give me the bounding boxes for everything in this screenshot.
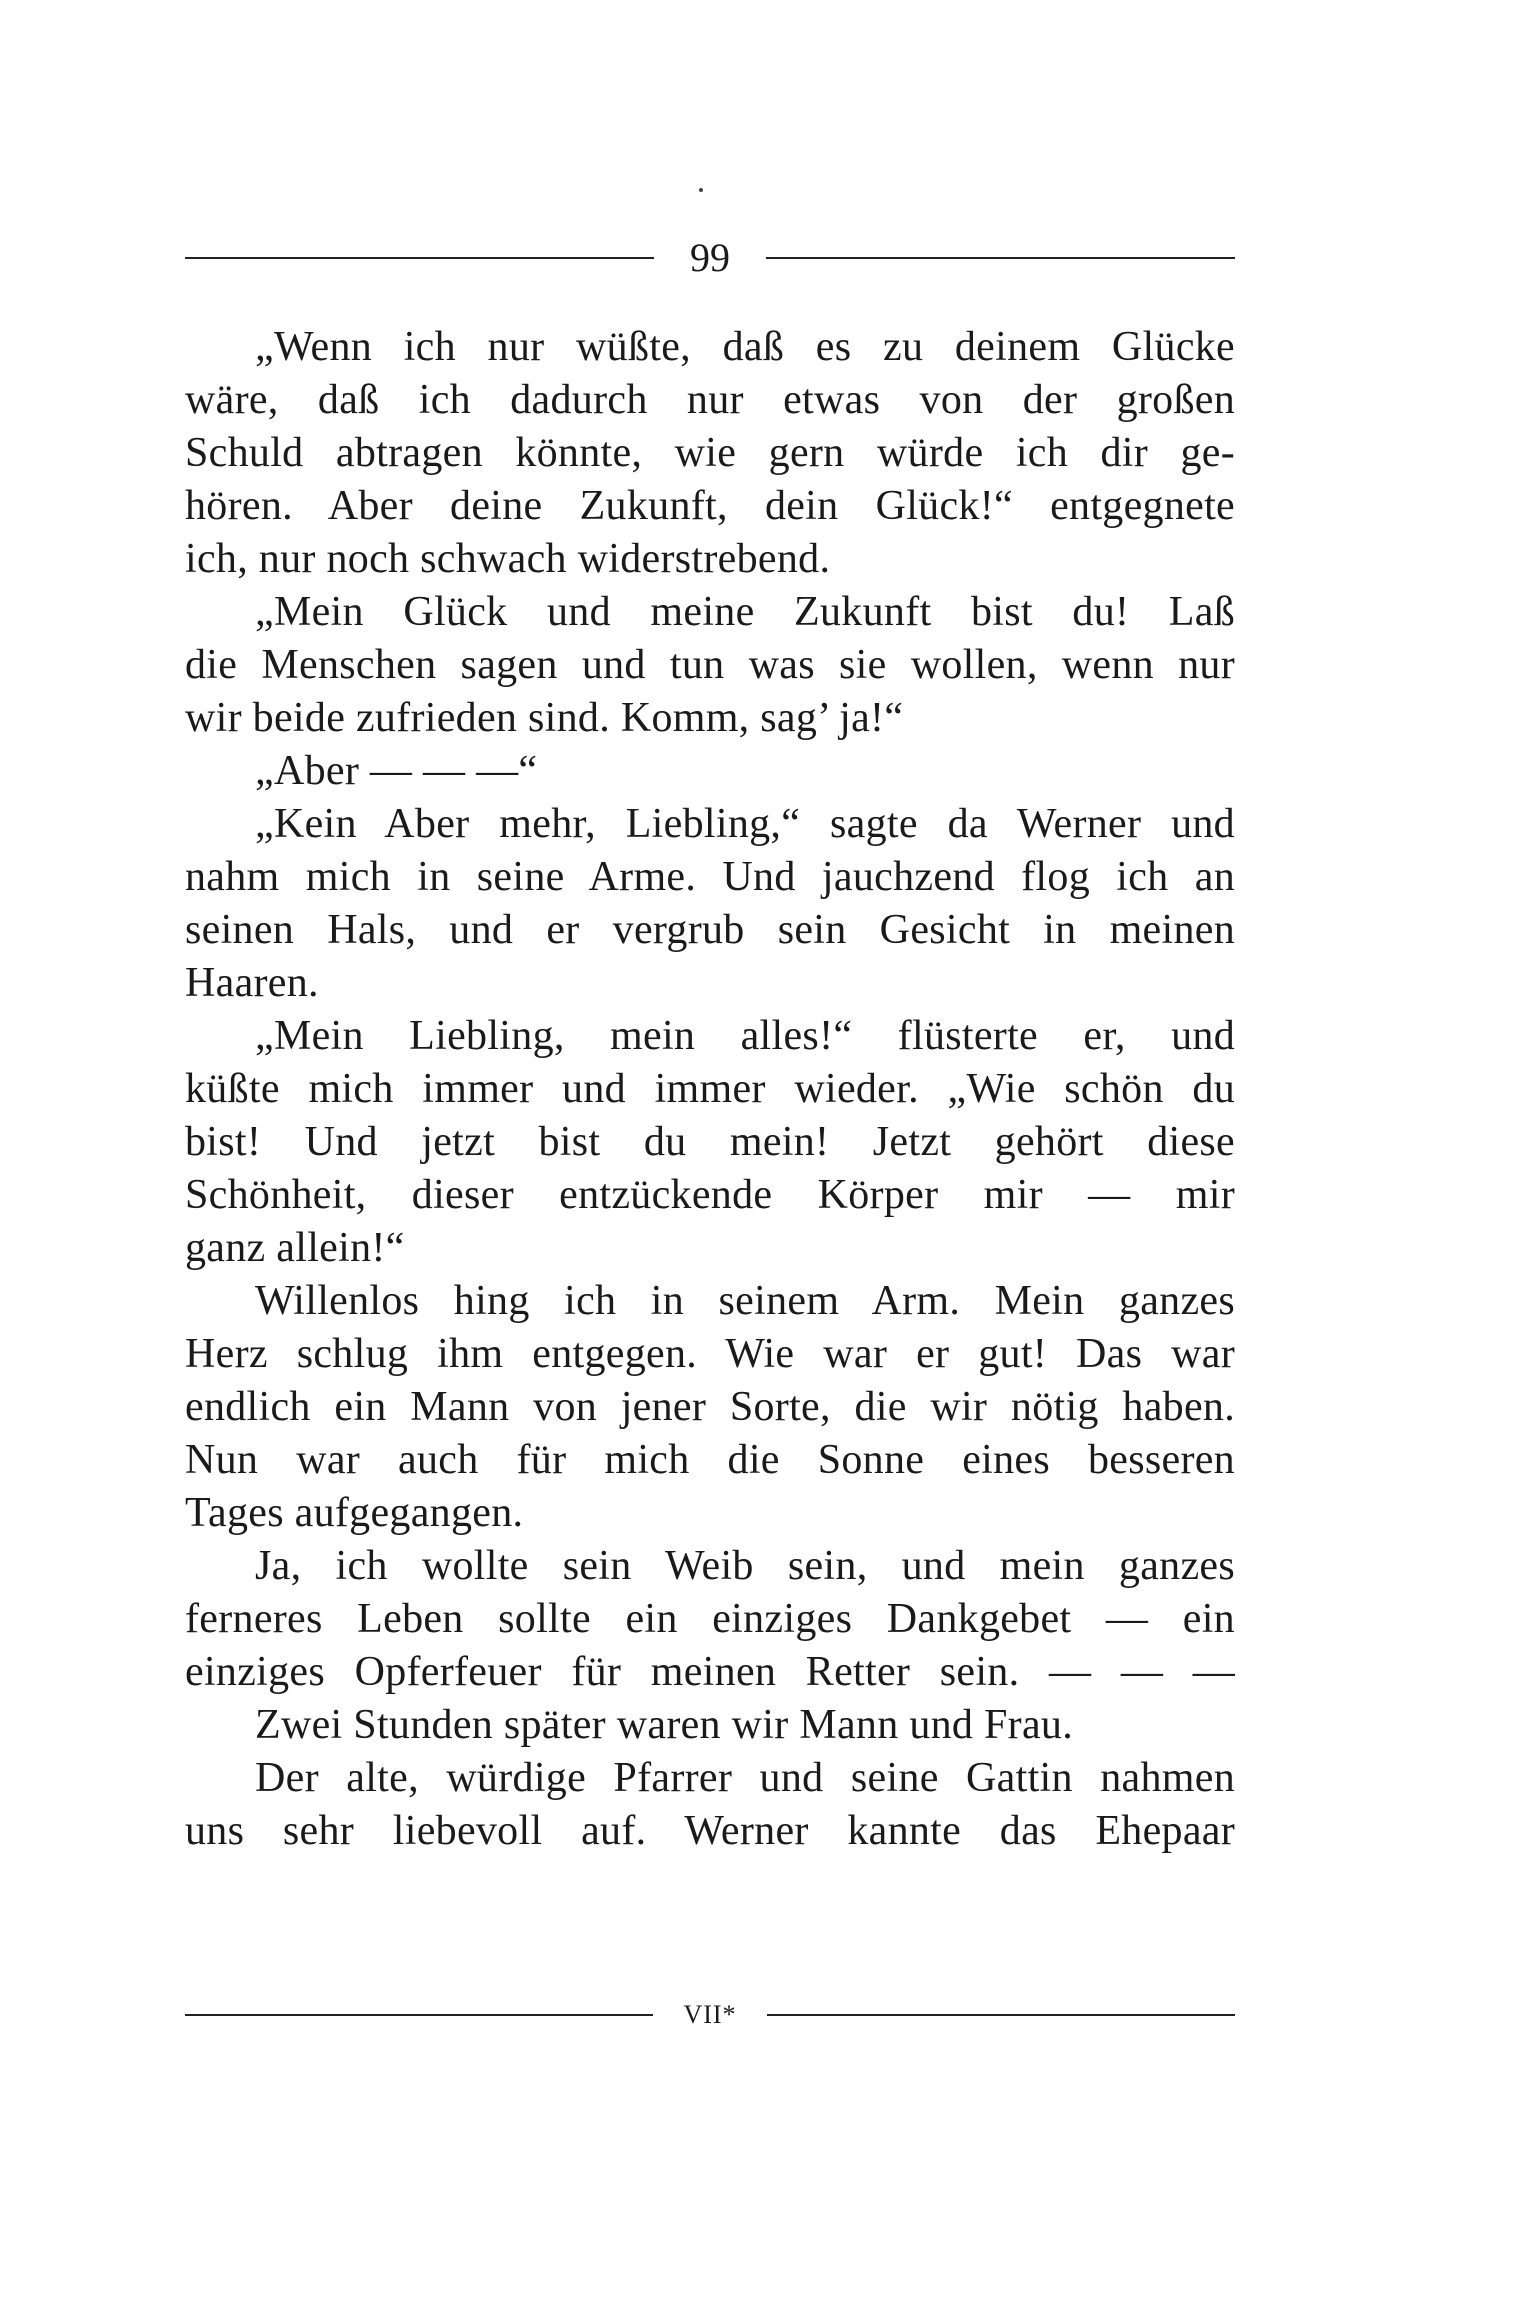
text-line: Der alte, würdige Pfarrer und seine Gattin nahmen	[255, 1755, 1235, 1801]
page-footer	[185, 1995, 1235, 2035]
text-line: die Menschen sagen und tun was sie wollen, wenn nur	[185, 642, 1235, 688]
text-line: Haaren.	[185, 960, 319, 1006]
text-line: „Aber — — —“	[255, 748, 538, 794]
header-rule-right	[766, 257, 1235, 259]
text-line: hören. Aber deine Zukunft, dein Glück!“ entgegnete	[185, 483, 1235, 529]
text-line: endlich ein Mann von jener Sorte, die wir nötig haben.	[185, 1384, 1235, 1430]
header-rule-left	[185, 257, 654, 259]
footer-rule-left	[185, 2014, 653, 2016]
page-header	[185, 228, 1235, 288]
text-line: Tages aufgegangen.	[185, 1490, 524, 1536]
speck-mark	[699, 188, 703, 192]
text-line: uns sehr liebevoll auf. Werner kannte das Ehepaar	[185, 1808, 1235, 1854]
text-line: „Kein Aber mehr, Liebling,“ sagte da Werner und	[255, 801, 1235, 847]
footer-rule-right	[767, 2014, 1235, 2016]
text-line: ich, nur noch schwach widerstrebend.	[185, 536, 831, 582]
text-line: bist! Und jetzt bist du mein! Jetzt gehört diese	[185, 1119, 1235, 1165]
text-line: Herz schlug ihm entgegen. Wie war er gut! Das war	[185, 1331, 1235, 1377]
text-line: „Wenn ich nur wüßte, daß es zu deinem Glücke	[255, 324, 1235, 370]
text-line: nahm mich in seine Arme. Und jauchzend flog ich an	[185, 854, 1235, 900]
signature-mark: VII*	[683, 2000, 737, 2029]
text-line: wir beide zufrieden sind. Komm, sag’ ja!“	[185, 695, 904, 741]
page-number: 99	[690, 235, 730, 280]
text-line: Schönheit, dieser entzückende Körper mir — mir	[185, 1172, 1235, 1218]
text-line: wäre, daß ich dadurch nur etwas von der großen	[185, 377, 1235, 423]
text-line: küßte mich immer und immer wieder. „Wie schön du	[185, 1066, 1235, 1112]
text-line: Schuld abtragen könnte, wie gern würde ich dir ge-	[185, 430, 1235, 476]
text-line: ganz allein!“	[185, 1225, 405, 1271]
text-line: Nun war auch für mich die Sonne eines besseren	[185, 1437, 1235, 1483]
text-line: Ja, ich wollte sein Weib sein, und mein ganzes	[255, 1543, 1235, 1589]
text-line: Zwei Stunden später waren wir Mann und Frau.	[255, 1702, 1074, 1748]
text-line: seinen Hals, und er vergrub sein Gesicht in meinen	[185, 907, 1235, 953]
text-line: Willenlos hing ich in seinem Arm. Mein ganzes	[255, 1278, 1235, 1324]
text-line: einziges Opferfeuer für meinen Retter sein. — — —	[185, 1649, 1235, 1695]
text-line: „Mein Glück und meine Zukunft bist du! Laß	[255, 589, 1235, 635]
text-line: ferneres Leben sollte ein einziges Dankgebet — ein	[185, 1596, 1235, 1642]
text-line: „Mein Liebling, mein alles!“ flüsterte er, und	[255, 1013, 1235, 1059]
body-text	[185, 321, 1235, 1858]
